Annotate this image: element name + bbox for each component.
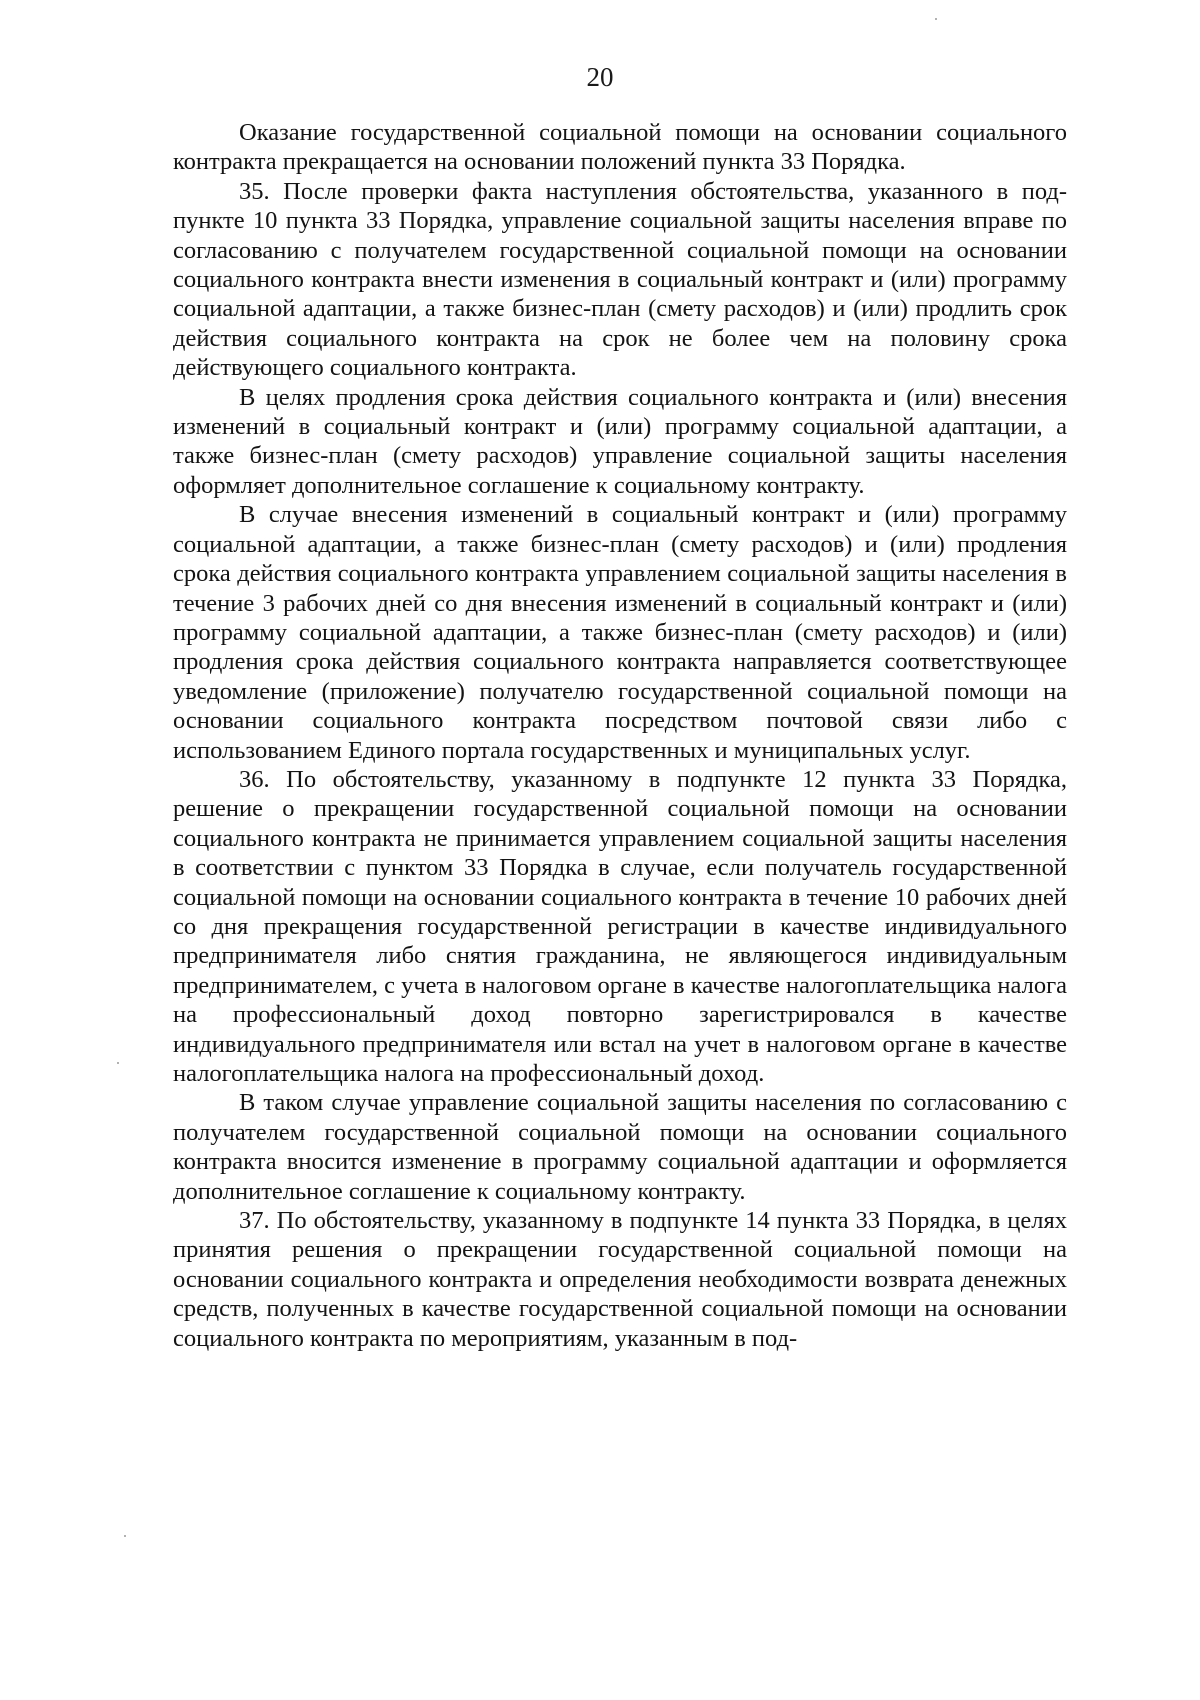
paragraph-36-amendment: В таком случае управление социальной защиты населения по согласованию с получателем государственной социальной помощи на основании социального контракта вносится изменение в программу социальной адаптации и оформляется дополнительное соглашение к социальному контракту. (173, 1089, 1067, 1205)
scan-speck (124, 1535, 126, 1537)
paragraph-37: 37. По обстоятельству, указанному в подпункте 14 пункта 33 Порядка, в целях принятия решения о прекращении государственной социальной помощи на основании социального контракта и определения необходимости возврата денежных средств, полученных в качестве государственной социальной помощи на основании социального контракта по мероприятиям, указанным в под- (173, 1207, 1067, 1352)
paragraph-36: 36. По обстоятельству, указанному в подпункте 12 пункта 33 Порядка, решение о прекращении государственной социальной помощи на основании социального контракта не принимается управлением социальной защиты населения в соответствии с пунктом 33 Порядка в случае, если получатель государственной социальной помощи на основании социального контракта в течение 10 рабочих дней со дня прекращения государственной регистрации в качестве индивидуального предпринимателя либо снятия гражданина, не являющегося индивидуальным предпринимателем, с учета в налоговом органе в качестве налогоплательщика налога на профессиональный доход повторно зарегистрировался в качестве индивидуального предпринимателя или встал на учет в налоговом органе в качестве налогоплательщика налога на профессиональный доход. (173, 765, 1067, 1087)
paragraph-35-extension: В целях продления срока действия социального контракта и (или) внесения изменений в социальный контракт и (или) программу социальной адаптации, а также бизнес-план (смету расходов) управление социальной защиты населения оформляет дополнительное соглашение к социальному контракту. (173, 383, 1067, 499)
page-number: 20 (586, 62, 614, 92)
document-body (173, 118, 1067, 1353)
scan-speck (117, 1062, 119, 1064)
paragraph-35-notification: В случае внесения изменений в социальный контракт и (или) программу социальной адаптации, а также бизнес-план (смету расходов) и (или) продления срока действия социального контракта управлением социальной защиты населения в течение 3 рабочих дней со дня внесения изменений в социальный контракт и (или) программу социальной адаптации, а также бизнес-план (смету расходов) и (или) продления срока действия социального контракта направляется соответствующее уведомление (приложение) получателю государственной социальной помощи на основании социального контракта посредством почтовой связи либо с использованием Единого портала государственных и муниципальных услуг. (173, 501, 1067, 764)
scan-speck (935, 18, 937, 20)
paragraph-contract-termination: Оказание государственной социальной помощи на основании социального контракта прекращается на основании положений пункта 33 Порядка. (173, 119, 1067, 176)
paragraph-35: 35. После проверки факта наступления обстоятельства, указанного в подпункте 10 пункта 33 Порядка, управление социальной защиты населения вправе по согласованию с получателем государственной социальной помощи на основании социального контракта внести изменения в социальный контракт и (или) программу социальной адаптации, а также бизнес-план (смету расходов) и (или) продлить срок действия социального контракта на срок не более чем на половину срока действующего социального контракта. (173, 177, 1067, 382)
